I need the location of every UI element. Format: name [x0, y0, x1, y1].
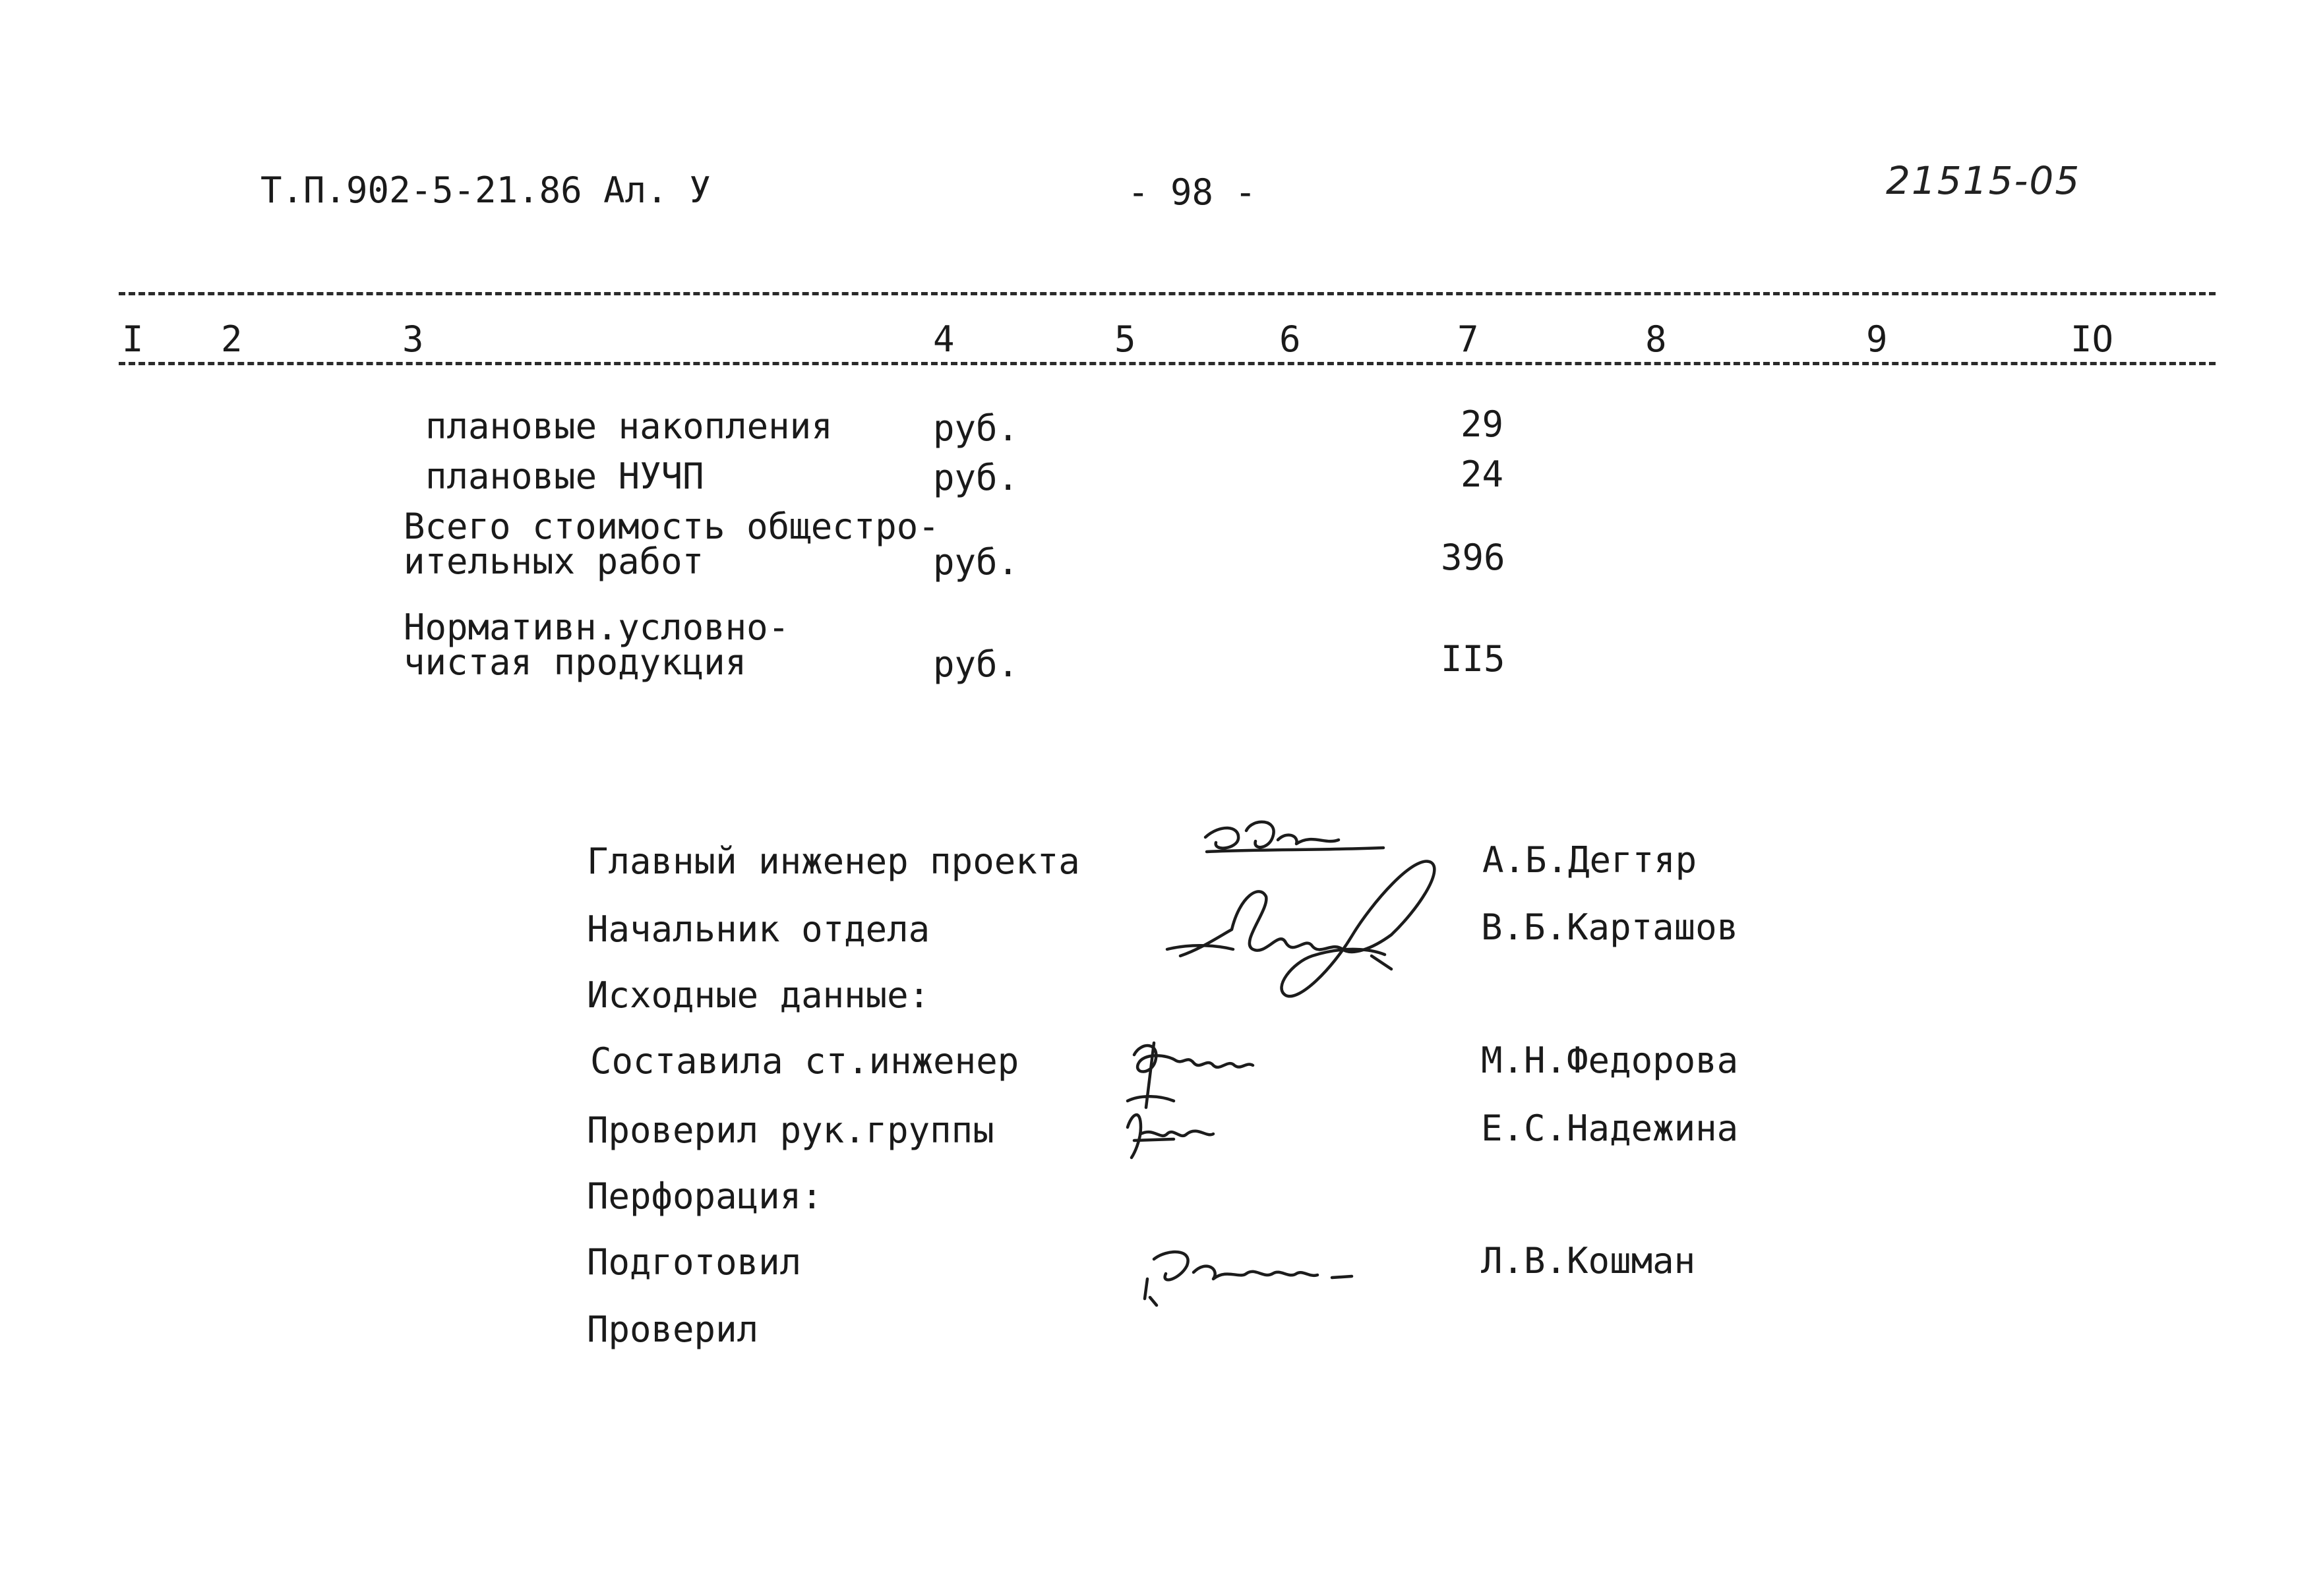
column-number: 5	[1114, 318, 1136, 360]
row-unit: руб.	[933, 407, 1019, 449]
signature-person: А.Б.Дегтяр	[1482, 839, 1697, 881]
signature-role: Подготовил	[587, 1241, 802, 1283]
row-name-line: чистая продукция	[404, 641, 747, 683]
row-unit: руб.	[933, 541, 1019, 583]
column-number: I	[122, 318, 144, 360]
column-number: IO	[2071, 318, 2114, 360]
column-number: 8	[1645, 318, 1667, 360]
handwritten-archive-number: 21515-05	[1886, 158, 2081, 203]
signature-role: Начальник отдела	[587, 908, 930, 950]
signature-role: Составила ст.инженер	[590, 1040, 1019, 1082]
row-value: 29	[1461, 403, 1504, 445]
row-name-line: Всего стоимость общестро-	[404, 506, 940, 547]
row-value: II5	[1441, 638, 1505, 680]
signature-mark-fedorova	[1114, 1028, 1312, 1167]
row-value: 396	[1441, 537, 1505, 578]
row-name: плановые накопления	[425, 405, 833, 447]
signature-person: М.Н.Федорова	[1481, 1040, 1739, 1081]
signature-person: В.Б.Карташов	[1481, 906, 1739, 948]
row-unit: руб.	[933, 457, 1019, 498]
signature-role: Проверил рук.группы	[587, 1109, 994, 1151]
column-number: 4	[933, 318, 955, 360]
column-number: 7	[1457, 318, 1479, 360]
row-value: 24	[1461, 454, 1504, 495]
signature-role: Перфорация:	[587, 1175, 823, 1217]
table-header-rule	[119, 362, 2216, 365]
signature-mark-kartashov	[1154, 857, 1444, 1009]
column-number: 6	[1279, 318, 1301, 360]
signature-person: Л.В.Кошман	[1481, 1240, 1696, 1282]
signature-role: Исходные данные:	[587, 974, 930, 1016]
row-name-line: Нормативн.условно-	[404, 606, 790, 648]
page-number: - 98 -	[1128, 171, 1257, 213]
signature-role: Главный инженер проекта	[587, 841, 1080, 882]
row-name-line: ительных работ	[404, 541, 704, 582]
column-number: 3	[402, 318, 424, 360]
column-number: 9	[1866, 318, 1888, 360]
signature-mark-koshman	[1134, 1239, 1372, 1318]
signature-person: Е.С.Надежина	[1481, 1108, 1739, 1149]
table-top-rule	[119, 292, 2216, 295]
row-name: плановые НУЧП	[425, 456, 704, 497]
row-unit: руб.	[933, 643, 1019, 685]
signature-role: Проверил	[587, 1309, 759, 1350]
document-code: Т.П.902-5-21.86 Ал. У	[260, 169, 711, 211]
column-number: 2	[221, 318, 243, 360]
